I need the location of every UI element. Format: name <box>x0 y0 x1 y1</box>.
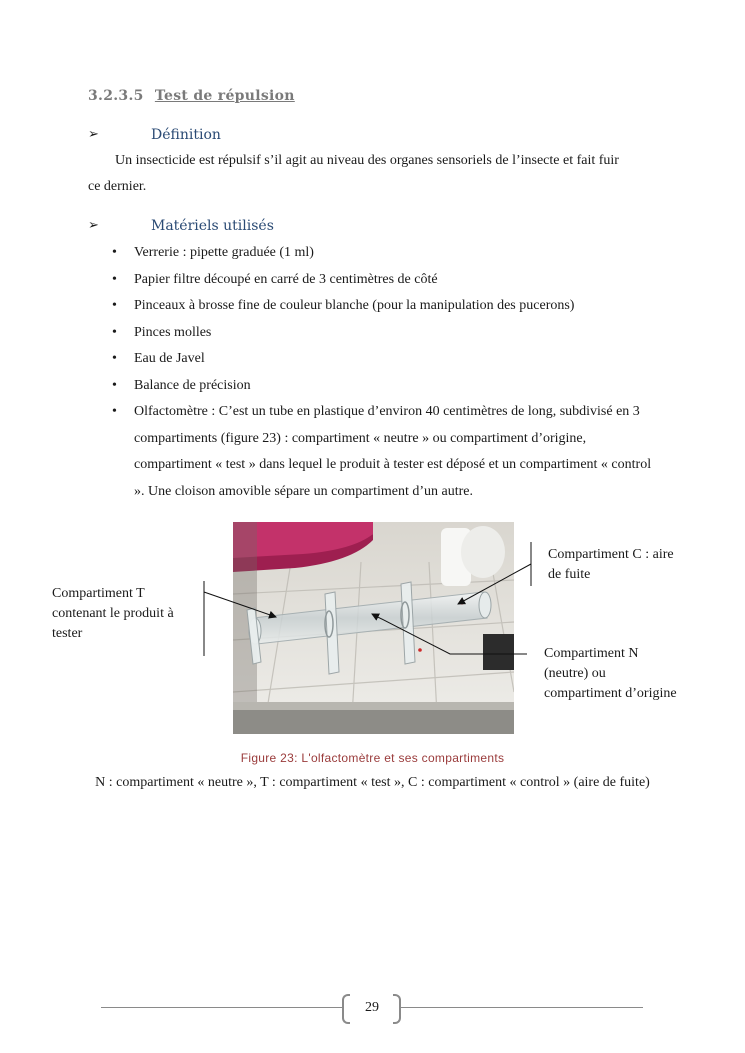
callout-n-arrow <box>372 614 527 654</box>
callout-c-label: Compartiment C : aire de fuite <box>548 547 674 582</box>
callout-n-label: Compartiment N (neutre) ou compartiment d’origine <box>544 646 677 701</box>
footer-rule-right <box>401 1007 643 1008</box>
list-item: • Verrerie : pipette graduée (1 ml) <box>108 240 653 267</box>
page-number: 29 <box>365 1000 379 1015</box>
callout-c-arrow <box>458 564 531 604</box>
arrow-bullet-icon: ➢ <box>88 127 99 142</box>
list-item: • Balance de précision <box>108 373 653 400</box>
bullet-dot-icon: • <box>112 324 117 340</box>
section-title: Test de répulsion <box>154 88 295 104</box>
list-item: • Pinceaux à brosse fine de couleur blanche (pour la manipulation des pucerons) <box>108 293 653 320</box>
callout-t-label: Compartiment T contenant le produit à tester <box>52 586 174 641</box>
definition-line-1: Un insecticide est répulsif s’il agit au niveau des organes sensoriels de l’insecte et fait fuir <box>115 153 619 168</box>
bullet-dot-icon: • <box>112 298 117 313</box>
list-item: • Olfactomètre : C’est un tube en plastique d’environ 40 centimètres de long, subdivisé en 3 compartiments (figure 23) : compartiment « neutre » ou compartiment d’origine, compartiment « test » dans lequel le produit à tester est déposé et un compartiment « control ». Une cloison amovible sépare un compartiment d’un autre. <box>108 399 653 505</box>
footer-rule-left <box>101 1007 343 1008</box>
figure-legend: N : compartiment « neutre », T : compartiment « test », C : compartiment « control » (aire de fuite) <box>95 775 650 790</box>
bullet-dot-icon: • <box>112 351 117 366</box>
definition-line-2: ce dernier. <box>88 179 147 194</box>
bullet-dot-icon: • <box>112 245 117 260</box>
materials-heading: Matériels utilisés <box>151 218 274 234</box>
figure-caption: Figure 23: L'olfactomètre et ses compartiments <box>240 751 505 765</box>
list-item: • Papier filtre découpé en carré de 3 centimètres de côté <box>108 267 653 294</box>
definition-heading: Définition <box>151 127 221 143</box>
section-number: 3.2.3.5 <box>88 88 144 104</box>
list-item: • Eau de Javel <box>108 346 653 373</box>
callout-t-arrow <box>204 592 276 617</box>
arrow-bullet-icon: ➢ <box>88 218 99 233</box>
bullet-dot-icon: • <box>112 271 117 287</box>
bullet-dot-icon: • <box>112 377 117 393</box>
list-item: • Pinces molles <box>108 320 653 347</box>
bullet-dot-icon: • <box>112 404 117 419</box>
